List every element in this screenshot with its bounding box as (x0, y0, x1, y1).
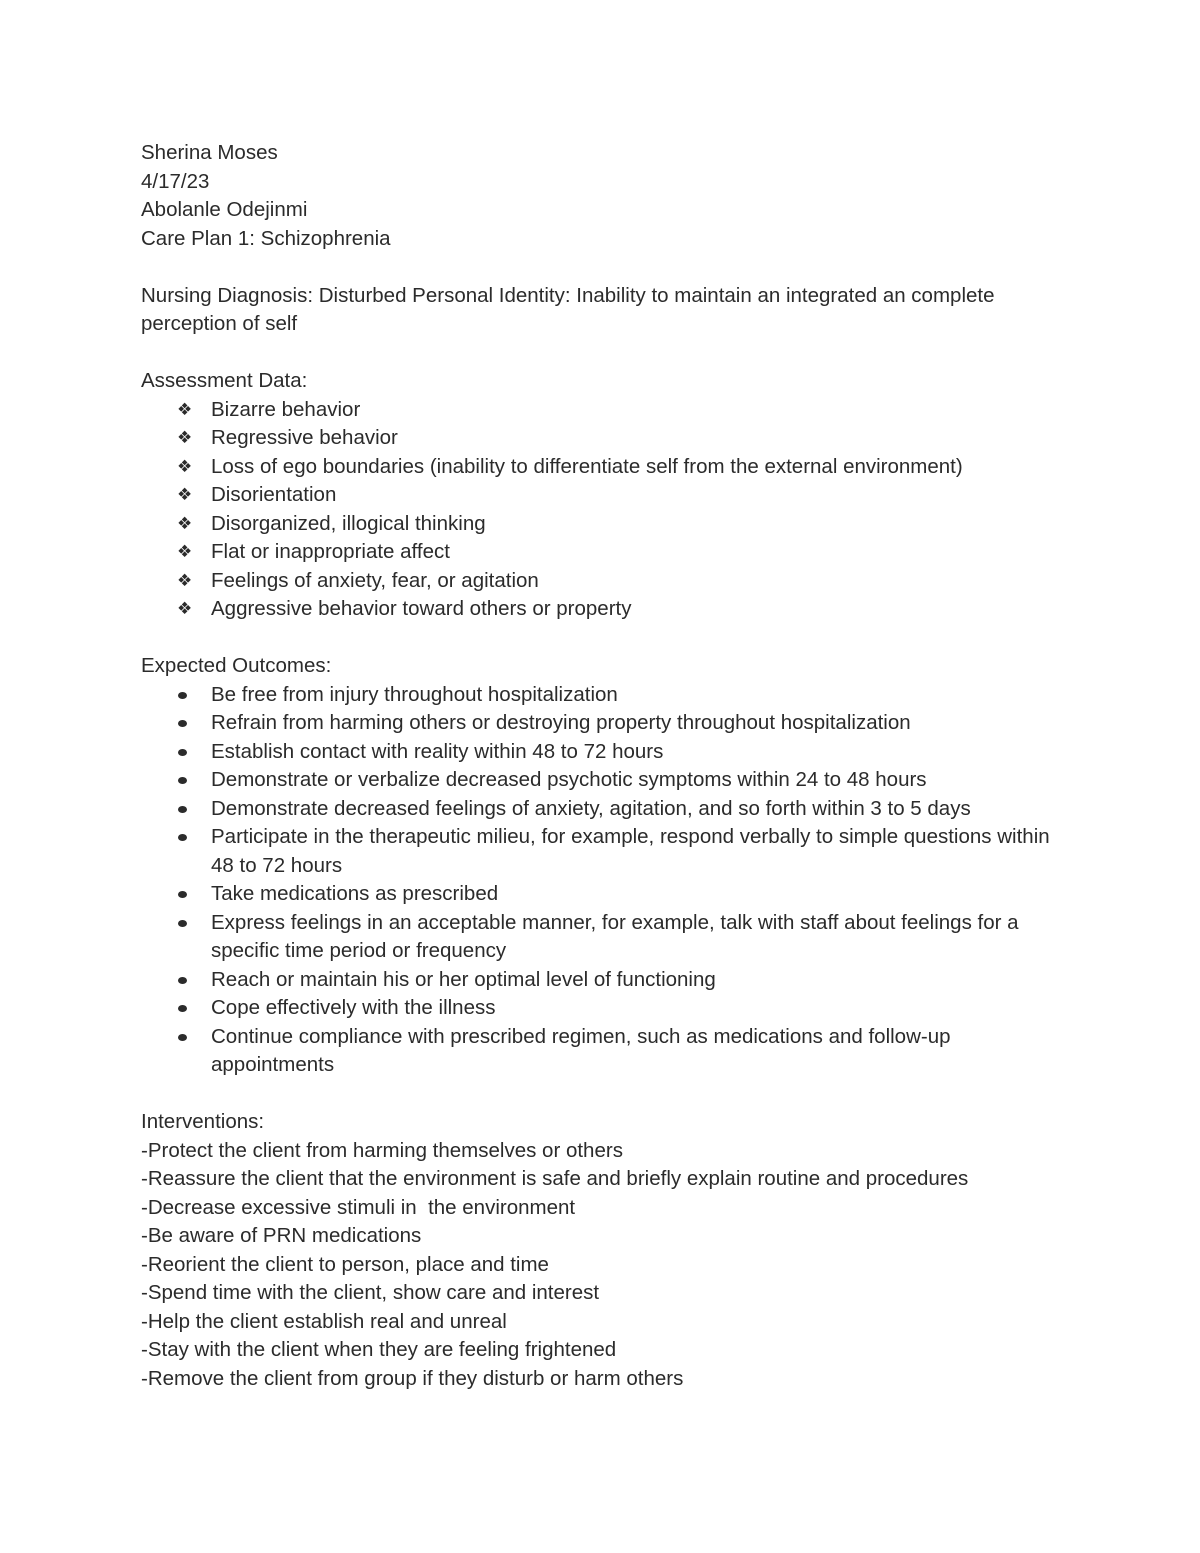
list-item-text: Disorientation (211, 483, 337, 506)
dot-bullet-icon (178, 777, 187, 784)
intervention-item: -Reassure the client that the environment is safe and briefly explain routine and procedures (141, 1167, 969, 1190)
diamond-bullet-icon: ❖ (177, 485, 193, 504)
list-item (141, 766, 1071, 795)
document-date: 4/17/23 (141, 169, 210, 193)
list-item-text: Bizarre behavior (211, 397, 361, 421)
spacer (141, 624, 1071, 653)
assessment-heading: Assessment Data: (141, 369, 308, 392)
list-item-text: Disorganized, illogical thinking (211, 511, 486, 535)
list-item-text: Flat or inappropriate affect (211, 540, 450, 563)
spacer (141, 339, 1071, 368)
list-item-text: Establish contact with reality within 48 to 72 hours (211, 739, 664, 763)
list-item-text: Participate in the therapeutic milieu, for example, respond verbally to simple questions within 48 to 72 hours (211, 825, 1050, 877)
spacer (141, 1080, 1071, 1109)
list-item (141, 994, 1071, 1023)
list-item-text: Refrain from harming others or destroying property throughout hospitalization (211, 711, 911, 734)
list-item (141, 1023, 1071, 1080)
diamond-bullet-icon: ❖ (177, 428, 193, 447)
intervention-item: -Protect the client from harming themselves or others (141, 1138, 623, 1162)
student-name: Sherina Moses (141, 141, 278, 164)
diamond-bullet-icon: ❖ (177, 570, 193, 590)
list-item-text: Be free from injury throughout hospitalization (211, 682, 618, 706)
spacer (141, 253, 1071, 282)
dot-bullet-icon (178, 834, 187, 841)
list-item (141, 424, 1071, 453)
list-item (141, 567, 1071, 596)
list-item-text: Reach or maintain his or her optimal level of functioning (211, 967, 716, 991)
diamond-bullet-icon: ❖ (177, 456, 193, 476)
list-item (141, 681, 1071, 710)
outcomes-heading: Expected Outcomes: (141, 654, 332, 677)
list-item-text: Continue compliance with prescribed regimen, such as medications and follow-up appointments (211, 1024, 951, 1076)
list-item-text: Demonstrate decreased feelings of anxiety, agitation, and so forth within 3 to 5 days (211, 796, 971, 820)
list-item (141, 880, 1071, 909)
list-item-text: Demonstrate or verbalize decreased psychotic symptoms within 24 to 48 hours (211, 768, 927, 791)
list-item-text: Take medications as prescribed (211, 882, 499, 905)
outcomes-list (141, 681, 1071, 1080)
intervention-item: -Decrease excessive stimuli in the environment (141, 1195, 576, 1219)
nursing-diagnosis: Nursing Diagnosis: Disturbed Personal Identity: Inability to maintain an integrated an complete perception of self (141, 283, 1001, 335)
dot-bullet-icon (178, 806, 187, 813)
intervention-item: -Reorient the client to person, place and time (141, 1252, 549, 1276)
list-item (141, 823, 1071, 880)
dot-bullet-icon (178, 749, 187, 756)
dot-bullet-icon (178, 977, 187, 984)
diamond-bullet-icon: ❖ (177, 513, 193, 533)
list-item (141, 481, 1071, 510)
list-item (141, 966, 1071, 995)
diamond-bullet-icon: ❖ (177, 399, 193, 419)
list-item-text: Cope effectively with the illness (211, 996, 496, 1019)
intervention-item: -Stay with the client when they are feeling frightened (141, 1338, 617, 1361)
dot-bullet-icon (178, 1034, 187, 1041)
dot-bullet-icon (178, 891, 187, 898)
dot-bullet-icon (178, 720, 187, 727)
assessment-list (141, 396, 1071, 624)
list-item (141, 595, 1071, 624)
list-item (141, 510, 1071, 539)
intervention-item: -Remove the client from group if they disturb or harm others (141, 1366, 684, 1390)
list-item (141, 795, 1071, 824)
intervention-item: -Be aware of PRN medications (141, 1224, 422, 1247)
interventions-heading: Interventions: (141, 1110, 265, 1133)
list-item (141, 453, 1071, 482)
instructor-name: Abolanle Odejinmi (141, 198, 308, 221)
document-page (141, 139, 1071, 1393)
list-item (141, 538, 1071, 567)
dot-bullet-icon (178, 1005, 187, 1012)
diamond-bullet-icon: ❖ (177, 599, 193, 618)
list-item-text: Regressive behavior (211, 426, 398, 449)
list-item (141, 709, 1071, 738)
list-item (141, 738, 1071, 767)
list-item (141, 396, 1071, 425)
intervention-item: -Help the client establish real and unreal (141, 1309, 507, 1333)
document-title: Care Plan 1: Schizophrenia (141, 226, 391, 250)
diamond-bullet-icon: ❖ (177, 542, 193, 561)
list-item (141, 909, 1071, 966)
list-item-text: Aggressive behavior toward others or property (211, 597, 632, 620)
list-item-text: Loss of ego boundaries (inability to differentiate self from the external environment) (211, 454, 963, 478)
dot-bullet-icon (178, 692, 187, 699)
interventions-list (141, 1137, 1071, 1394)
list-item-text: Express feelings in an acceptable manner, for example, talk with staff about feelings for a specific time period or frequency (211, 910, 1019, 962)
intervention-item: -Spend time with the client, show care and interest (141, 1281, 600, 1304)
list-item-text: Feelings of anxiety, fear, or agitation (211, 568, 539, 592)
dot-bullet-icon (178, 920, 187, 927)
